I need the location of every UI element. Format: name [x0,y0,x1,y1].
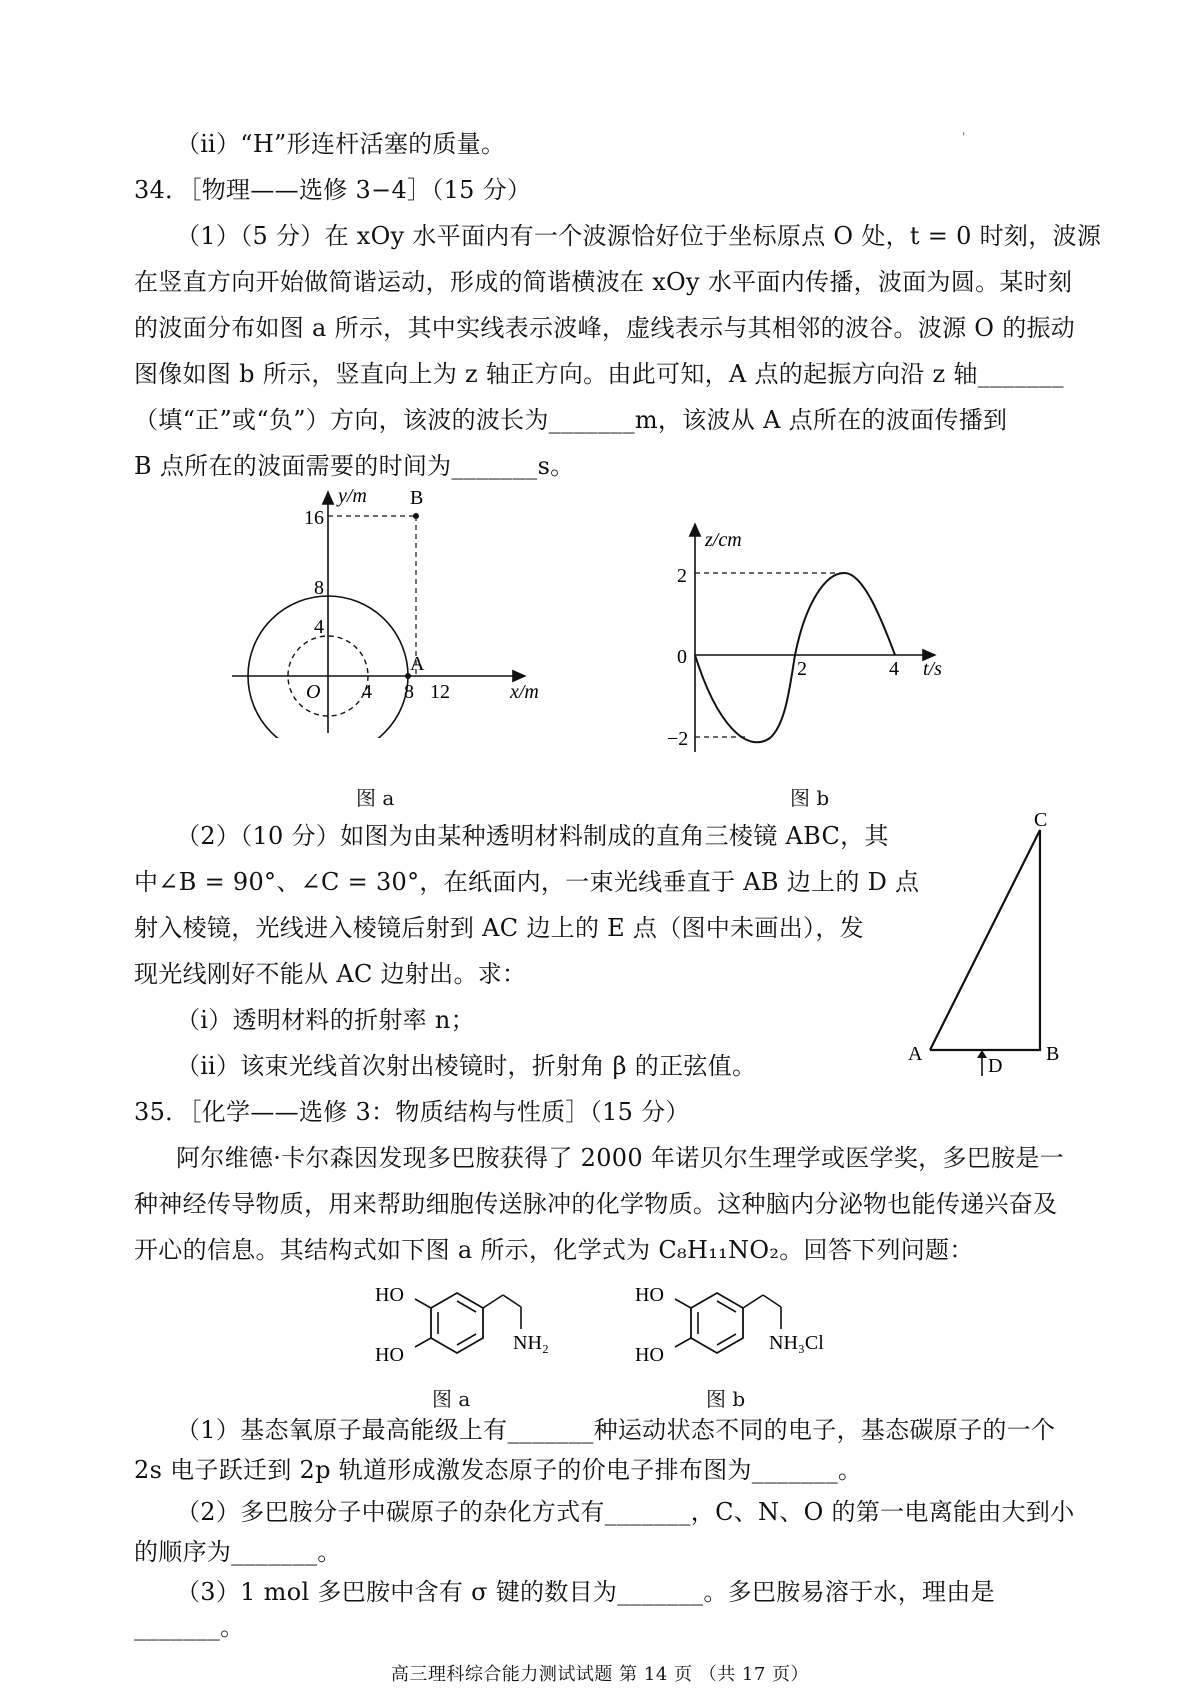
ho-top-label: HO [375,1284,404,1306]
z-axis-label: z/cm [705,529,742,551]
vertex-b-label: B [1046,1043,1060,1065]
page-footer: 高三理科综合能力测试试题 第 14 页 （共 17 页） [390,1664,810,1685]
text-line: 种神经传导物质，用来帮助细胞传送脉冲的化学物质。这种脑内分泌物也能传递兴奋及 [134,1190,1058,1218]
text-line: （1）（5 分）在 xOy 水平面内有一个波源恰好位于坐标原点 O 处，t = 0 时刻，波源 [176,222,1102,250]
text-line: 现光线刚好不能从 AC 边射出。求： [134,960,527,988]
ammonium-group-label: NH₃Cl [769,1332,824,1354]
text-line: （3）1 mol 多巴胺中含有 σ 键的数目为_______。多巴胺易溶于水，理由是 [176,1578,995,1606]
amine-group-label: NH₂ [513,1332,549,1354]
ho-top-label: HO [635,1284,664,1306]
text-line: （ⅰ）透明材料的折射率 n； [176,1006,475,1034]
text-line: （ⅱ）“H”形连杆活塞的质量。 [176,130,506,158]
molecule-a-dopamine [375,1275,575,1379]
z-tick-2: 2 [677,565,687,587]
ray-arrowhead [977,1050,987,1058]
text-line: （填“正”或“负”）方向，该波的波长为_______m，该波从 A 点所在的波面传播到 [134,406,1008,434]
molecule-b-dopamine-hcl [635,1275,855,1379]
origin-label: O [306,681,321,703]
point-a-label: A [410,653,425,675]
figure-a-wavefronts [220,488,550,742]
t-axis-label: t/s [923,658,942,680]
ho-bottom-label: HO [635,1344,664,1366]
point-d-label: D [988,1055,1003,1077]
z-tick-0: 0 [677,646,687,668]
figure-a-caption: 图 a [356,786,395,810]
figure-b-vibration-graph [655,520,955,764]
z-tick-neg2: −2 [667,728,689,750]
point-b-dot [413,513,419,519]
scan-mark: ' [962,130,966,144]
text-line: 中∠B = 90°、∠C = 30°，在纸面内，一束光线垂直于 AB 边上的 D 点 [134,868,920,896]
figure-prism [900,810,1070,1114]
section-35-heading: 35．［化学——选修 3：物质结构与性质］（15 分） [134,1098,690,1126]
text-line: 开心的信息。其结构式如下图 a 所示，化学式为 C₈H₁₁NO₂。回答下列问题： [134,1236,974,1264]
y-tick-16: 16 [304,507,324,529]
text-line: （2）（10 分）如图为由某种透明材料制成的直角三棱镜 ABC，其 [176,822,889,850]
text-line: （1）基态氧原子最高能级上有_______种运动状态不同的电子，基态碳原子的一个 [176,1416,1056,1444]
text-line: 阿尔维德·卡尔森因发现多巴胺获得了 2000 年诺贝尔生理学或医学奖，多巴胺是一 [176,1144,1064,1172]
molecule-b-caption: 图 b [706,1387,746,1411]
vertex-a-label: A [908,1043,923,1065]
text-line: 射入棱镜，光线进入棱镜后射到 AC 边上的 E 点（图中未画出），发 [134,914,864,942]
sine-curve [695,573,895,742]
text-line: 图像如图 b 所示，竖直向上为 z 轴正方向。由此可知，A 点的起振方向沿 z 轴_______ [134,360,1064,388]
prism-triangle [930,830,1040,1050]
text-line: （ⅱ）该束光线首次射出棱镜时，折射角 β 的正弦值。 [176,1052,757,1080]
y-tick-4: 4 [314,616,324,638]
text-line: 的顺序为_______。 [134,1538,342,1566]
t-tick-2: 2 [797,658,807,680]
text-line: _______。 [134,1613,245,1641]
ho-bottom-label: HO [375,1344,404,1366]
text-line: 2s 电子跃迁到 2p 轨道形成激发态原子的价电子排布图为_______。 [134,1456,863,1484]
y-tick-8: 8 [314,577,324,599]
vertex-c-label: C [1034,810,1048,831]
x-tick-4: 4 [362,681,372,703]
x-tick-8: 8 [404,681,414,703]
text-line: B 点所在的波面需要的时间为_______s。 [134,452,575,480]
text-line: 的波面分布如图 a 所示，其中实线表示波峰，虚线表示与其相邻的波谷。波源 O 的振动 [134,314,1076,342]
x-axis-label: x/m [510,681,539,703]
section-34-heading: 34．［物理——选修 3−4］（15 分） [134,176,532,204]
t-tick-4: 4 [889,658,899,680]
figure-b-caption: 图 b [790,786,830,810]
point-b-label: B [410,488,424,509]
text-line: 在竖直方向开始做简谐运动，形成的简谐横波在 xOy 水平面内传播，波面为圆。某时刻 [134,268,1073,296]
molecule-a-caption: 图 a [432,1387,471,1411]
text-line: （2）多巴胺分子中碳原子的杂化方式有_______，C、N、O 的第一电离能由大到小 [176,1498,1075,1526]
y-axis-label: y/m [338,488,367,507]
x-tick-12: 12 [430,681,450,703]
